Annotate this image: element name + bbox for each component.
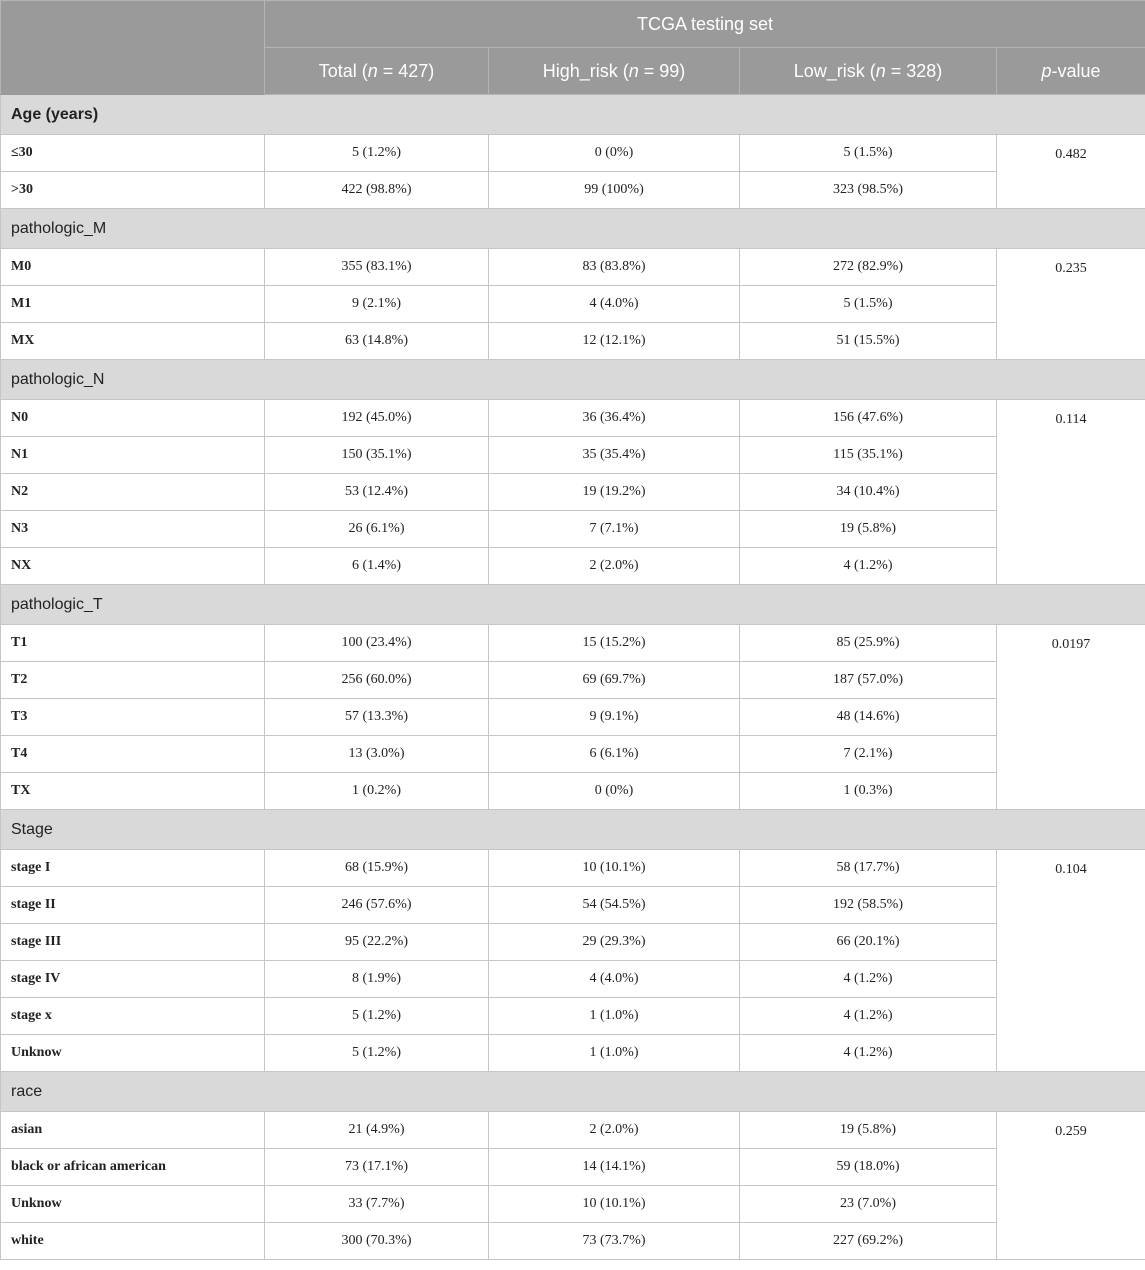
p-value-cell: 0.114: [997, 400, 1145, 585]
low-risk-cell: 187 (57.0%): [740, 662, 997, 699]
section-header-row: [1, 810, 1145, 850]
total-cell: 73 (17.1%): [265, 1149, 489, 1186]
row-label: N2: [1, 474, 265, 511]
low-risk-cell: 4 (1.2%): [740, 548, 997, 585]
row-label: NX: [1, 548, 265, 585]
high-risk-cell: 73 (73.7%): [489, 1223, 740, 1260]
table-row: [1, 850, 1145, 887]
table-row: [1, 1223, 1145, 1260]
table-row: [1, 924, 1145, 961]
high-risk-cell: 0 (0%): [489, 773, 740, 810]
table-row: [1, 548, 1145, 585]
column-header-prefix: High_risk (: [542, 60, 629, 81]
row-label: N3: [1, 511, 265, 548]
column-header-italic: n: [628, 60, 639, 81]
row-label: >30: [1, 172, 265, 209]
column-header-total: [265, 48, 489, 95]
high-risk-cell: 4 (4.0%): [489, 286, 740, 323]
table-row: [1, 961, 1145, 998]
high-risk-cell: 83 (83.8%): [489, 249, 740, 286]
high-risk-cell: 0 (0%): [489, 135, 740, 172]
column-header-low-risk: [740, 48, 997, 95]
column-header-prefix: Total (: [318, 60, 368, 81]
high-risk-cell: 7 (7.1%): [489, 511, 740, 548]
row-label: black or african american: [1, 1149, 265, 1186]
table-row: [1, 511, 1145, 548]
table-row: [1, 1149, 1145, 1186]
total-cell: 9 (2.1%): [265, 286, 489, 323]
table-row: [1, 1035, 1145, 1072]
high-risk-cell: 19 (19.2%): [489, 474, 740, 511]
total-cell: 26 (6.1%): [265, 511, 489, 548]
low-risk-cell: 4 (1.2%): [740, 998, 997, 1035]
p-value-cell: 0.104: [997, 850, 1145, 1072]
table-row: [1, 773, 1145, 810]
low-risk-cell: 192 (58.5%): [740, 887, 997, 924]
low-risk-cell: 227 (69.2%): [740, 1223, 997, 1260]
high-risk-cell: 10 (10.1%): [489, 1186, 740, 1223]
table-header: [1, 1, 1145, 95]
section-header-row: [1, 585, 1145, 625]
low-risk-cell: 66 (20.1%): [740, 924, 997, 961]
row-label: stage x: [1, 998, 265, 1035]
group-title: TCGA testing set: [265, 1, 1145, 48]
total-cell: 5 (1.2%): [265, 998, 489, 1035]
high-risk-cell: 35 (35.4%): [489, 437, 740, 474]
table-row: [1, 135, 1145, 172]
low-risk-cell: 115 (35.1%): [740, 437, 997, 474]
low-risk-cell: 19 (5.8%): [740, 1112, 997, 1149]
column-header-suffix: = 427): [377, 60, 435, 81]
low-risk-cell: 156 (47.6%): [740, 400, 997, 437]
total-cell: 246 (57.6%): [265, 887, 489, 924]
total-cell: 422 (98.8%): [265, 172, 489, 209]
column-header-italic: n: [875, 60, 886, 81]
table-row: [1, 286, 1145, 323]
table-row: [1, 887, 1145, 924]
total-cell: 53 (12.4%): [265, 474, 489, 511]
total-cell: 57 (13.3%): [265, 699, 489, 736]
table-body: [1, 95, 1145, 1260]
total-cell: 150 (35.1%): [265, 437, 489, 474]
high-risk-cell: 15 (15.2%): [489, 625, 740, 662]
high-risk-cell: 2 (2.0%): [489, 548, 740, 585]
low-risk-cell: 51 (15.5%): [740, 323, 997, 360]
total-cell: 63 (14.8%): [265, 323, 489, 360]
total-cell: 33 (7.7%): [265, 1186, 489, 1223]
high-risk-cell: 36 (36.4%): [489, 400, 740, 437]
high-risk-cell: 4 (4.0%): [489, 961, 740, 998]
column-header-suffix: = 99): [638, 60, 686, 81]
table-row: [1, 662, 1145, 699]
table-row: [1, 998, 1145, 1035]
section-title: pathologic_N: [1, 360, 1145, 400]
section-title: Stage: [1, 810, 1145, 850]
row-label: T4: [1, 736, 265, 773]
header-corner-cell: [1, 1, 265, 95]
p-value-cell: 0.482: [997, 135, 1145, 209]
total-cell: 68 (15.9%): [265, 850, 489, 887]
low-risk-cell: 5 (1.5%): [740, 286, 997, 323]
high-risk-cell: 14 (14.1%): [489, 1149, 740, 1186]
low-risk-cell: 4 (1.2%): [740, 1035, 997, 1072]
high-risk-cell: 2 (2.0%): [489, 1112, 740, 1149]
row-label: stage IV: [1, 961, 265, 998]
high-risk-cell: 1 (1.0%): [489, 1035, 740, 1072]
total-cell: 192 (45.0%): [265, 400, 489, 437]
section-header-row: [1, 95, 1145, 135]
high-risk-cell: 69 (69.7%): [489, 662, 740, 699]
total-cell: 95 (22.2%): [265, 924, 489, 961]
total-cell: 13 (3.0%): [265, 736, 489, 773]
low-risk-cell: 85 (25.9%): [740, 625, 997, 662]
row-label: MX: [1, 323, 265, 360]
total-cell: 300 (70.3%): [265, 1223, 489, 1260]
total-cell: 355 (83.1%): [265, 249, 489, 286]
high-risk-cell: 6 (6.1%): [489, 736, 740, 773]
table-row: [1, 249, 1145, 286]
row-label: Unknow: [1, 1035, 265, 1072]
p-value-cell: 0.0197: [997, 625, 1145, 810]
row-label: N0: [1, 400, 265, 437]
high-risk-cell: 10 (10.1%): [489, 850, 740, 887]
row-label: T1: [1, 625, 265, 662]
column-header-prefix: Low_risk (: [793, 60, 876, 81]
row-label: ≤30: [1, 135, 265, 172]
low-risk-cell: 23 (7.0%): [740, 1186, 997, 1223]
low-risk-cell: 7 (2.1%): [740, 736, 997, 773]
total-cell: 5 (1.2%): [265, 1035, 489, 1072]
row-label: asian: [1, 1112, 265, 1149]
low-risk-cell: 58 (17.7%): [740, 850, 997, 887]
high-risk-cell: 9 (9.1%): [489, 699, 740, 736]
low-risk-cell: 323 (98.5%): [740, 172, 997, 209]
row-label: stage I: [1, 850, 265, 887]
low-risk-cell: 5 (1.5%): [740, 135, 997, 172]
total-cell: 6 (1.4%): [265, 548, 489, 585]
table-row: [1, 699, 1145, 736]
header-row-group: [1, 1, 1145, 48]
row-label: T2: [1, 662, 265, 699]
total-cell: 5 (1.2%): [265, 135, 489, 172]
total-cell: 1 (0.2%): [265, 773, 489, 810]
column-header-high-risk: [489, 48, 740, 95]
column-header-italic: p: [1041, 60, 1052, 81]
low-risk-cell: 34 (10.4%): [740, 474, 997, 511]
table-row: [1, 437, 1145, 474]
total-cell: 100 (23.4%): [265, 625, 489, 662]
low-risk-cell: 59 (18.0%): [740, 1149, 997, 1186]
total-cell: 8 (1.9%): [265, 961, 489, 998]
section-title: race: [1, 1072, 1145, 1112]
row-label: T3: [1, 699, 265, 736]
high-risk-cell: 29 (29.3%): [489, 924, 740, 961]
table-row: [1, 172, 1145, 209]
low-risk-cell: 4 (1.2%): [740, 961, 997, 998]
p-value-cell: 0.259: [997, 1112, 1145, 1260]
row-label: TX: [1, 773, 265, 810]
high-risk-cell: 99 (100%): [489, 172, 740, 209]
row-label: N1: [1, 437, 265, 474]
column-header-suffix: = 328): [885, 60, 943, 81]
low-risk-cell: 19 (5.8%): [740, 511, 997, 548]
total-cell: 256 (60.0%): [265, 662, 489, 699]
column-header-italic: n: [367, 60, 378, 81]
section-title: pathologic_M: [1, 209, 1145, 249]
high-risk-cell: 12 (12.1%): [489, 323, 740, 360]
table-row: [1, 323, 1145, 360]
row-label: stage II: [1, 887, 265, 924]
table-row: [1, 1186, 1145, 1223]
table-row: [1, 1112, 1145, 1149]
table-row: [1, 736, 1145, 773]
p-value-cell: 0.235: [997, 249, 1145, 360]
column-header-p-value: [997, 48, 1145, 95]
low-risk-cell: 272 (82.9%): [740, 249, 997, 286]
column-header-suffix: -value: [1051, 60, 1101, 81]
total-cell: 21 (4.9%): [265, 1112, 489, 1149]
row-label: M1: [1, 286, 265, 323]
section-header-row: [1, 1072, 1145, 1112]
high-risk-cell: 54 (54.5%): [489, 887, 740, 924]
row-label: M0: [1, 249, 265, 286]
section-header-row: [1, 360, 1145, 400]
low-risk-cell: 1 (0.3%): [740, 773, 997, 810]
table-row: [1, 474, 1145, 511]
low-risk-cell: 48 (14.6%): [740, 699, 997, 736]
row-label: stage III: [1, 924, 265, 961]
row-label: white: [1, 1223, 265, 1260]
section-title: Age (years): [1, 95, 1145, 135]
section-title: pathologic_T: [1, 585, 1145, 625]
table-row: [1, 625, 1145, 662]
row-label: Unknow: [1, 1186, 265, 1223]
table-row: [1, 400, 1145, 437]
high-risk-cell: 1 (1.0%): [489, 998, 740, 1035]
section-header-row: [1, 209, 1145, 249]
